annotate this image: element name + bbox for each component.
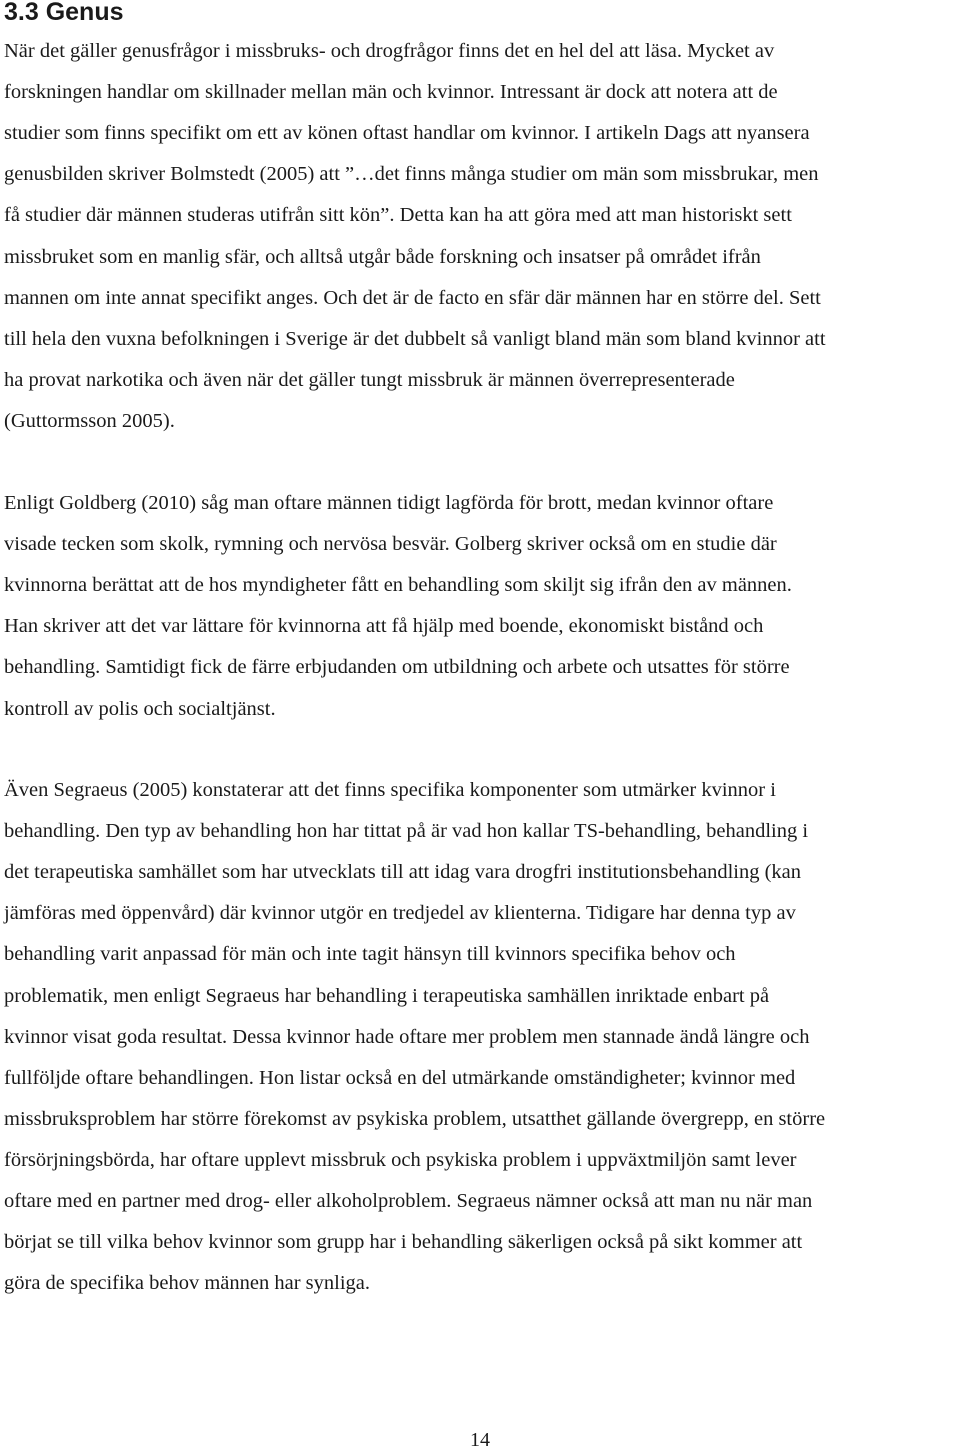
text-line: Han skriver att det var lättare för kvinnorna att få hjälp med boende, ekonomiskt bistånd och xyxy=(4,615,764,638)
text-line: kvinnor visat goda resultat. Dessa kvinnor hade oftare mer problem men stannade ändå längre och xyxy=(4,1025,810,1048)
text-line: När det gäller genusfrågor i missbruks- och drogfrågor finns det en hel del att läsa. Mycket av xyxy=(4,40,775,62)
section-heading: 3.3 Genus xyxy=(4,0,124,26)
text-line: missbruksproblem har större förekomst av psykiska problem, utsatthet gällande övergrepp, en större xyxy=(4,1107,826,1130)
text-line: oftare med en partner med drog- eller alkoholproblem. Segraeus nämner också att man nu när man xyxy=(4,1190,813,1212)
text-line: Enligt Goldberg (2010) såg man oftare männen tidigt lagförda för brott, medan kvinnor oftare xyxy=(4,492,774,514)
text-line: Även Segraeus (2005) konstaterar att det finns specifika komponenter som utmärker kvinnor i xyxy=(4,779,776,801)
text-line: mannen om inte annat specifikt anges. Och det är de facto en sfär där männen har en större del. Sett xyxy=(4,286,821,309)
page-number: 14 xyxy=(470,1429,490,1451)
text-line: till hela den vuxna befolkningen i Sverige är det dubbelt så vanligt bland män som bland kvinnor att xyxy=(4,327,826,350)
text-line: missbruket som en manlig sfär, och alltså utgår både forskning och insatser på området ifrån xyxy=(4,245,761,268)
text-line: fullföljde oftare behandlingen. Hon listar också en del utmärkande omständigheter; kvinnor med xyxy=(4,1066,796,1089)
text-line: få studier där männen studeras utifrån sitt kön”. Detta kan ha att göra med att man historiskt sett xyxy=(4,204,792,227)
text-line: jämföras med öppenvård) där kvinnor utgör en tredjedel av klienterna. Tidigare har denna typ av xyxy=(4,902,796,925)
text-line: (Guttormsson 2005). xyxy=(4,409,175,432)
text-line: det terapeutiska samhället som har utvecklats till att idag vara drogfri institutionsbehandling (kan xyxy=(4,861,802,884)
text-line: göra de specifika behov männen har synliga. xyxy=(4,1272,371,1295)
text-line: behandling. Samtidigt fick de färre erbjudanden om utbildning och arbete och utsattes för större xyxy=(4,656,790,679)
text-line: kontroll av polis och socialtjänst. xyxy=(4,697,276,720)
text-line: studier som finns specifikt om ett av könen oftast handlar om kvinnor. I artikeln Dags att nyansera xyxy=(4,122,810,145)
text-line: behandling. Den typ av behandling hon har tittat på är vad hon kallar TS-behandling, behandling i xyxy=(4,820,809,843)
text-line: behandling varit anpassad för män och inte tagit hänsyn till kvinnors specifika behov och xyxy=(4,943,736,966)
text-line: visade tecken som skolk, rymning och nervösa besvär. Golberg skriver också om en studie där xyxy=(4,533,777,556)
text-line: genusbilden skriver Bolmstedt (2005) att ”…det finns många studier om män som missbrukar, men xyxy=(4,163,819,186)
text-line: ha provat narkotika och även när det gäller tungt missbruk är männen överrepresenterade xyxy=(4,368,735,391)
text-line: börjat se till vilka behov kvinnor som grupp har i behandling säkerligen också på sikt kommer att xyxy=(4,1231,803,1254)
text-line: försörjningsbörda, har oftare upplevt missbruk och psykiska problem i uppväxtmiljön samt lever xyxy=(4,1148,797,1171)
text-line: problematik, men enligt Segraeus har behandling i terapeutiska samhällen inriktade enbart på xyxy=(4,984,770,1007)
text-line: forskningen handlar om skillnader mellan män och kvinnor. Intressant är dock att notera att de xyxy=(4,81,778,104)
text-line: kvinnorna berättat att de hos myndigheter fått en behandling som skiljt sig ifrån den av männen. xyxy=(4,574,792,597)
